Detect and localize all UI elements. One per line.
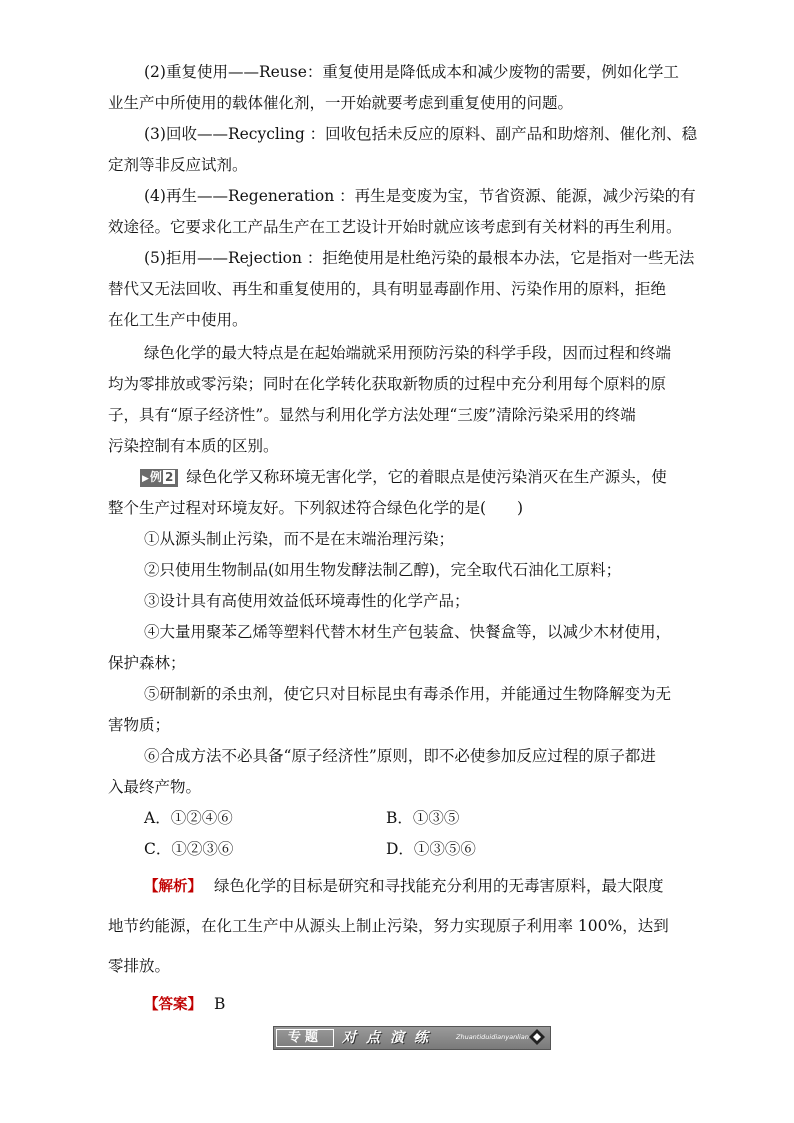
paragraph-summary-line-2: 均为零排放或零污染；同时在化学转化获取新物质的过程中充分利用每个原料的原 bbox=[108, 375, 667, 393]
example-item-1: ①从源头制止污染，而不是在末端治理污染； bbox=[144, 530, 455, 548]
example-stem-text-1: 绿色化学又称环境无害化学，它的着眼点是使污染消灭在生产源头，使 bbox=[186, 468, 667, 486]
diamond-arrow-icon bbox=[528, 1028, 546, 1046]
answer-line bbox=[144, 994, 686, 1015]
analysis-label: 【解析】 bbox=[144, 879, 202, 895]
example-badge-number: 2 bbox=[164, 470, 174, 484]
paragraph-summary-line-3: 子，具有“原子经济性”。显然与利用化学方法处理“三废”清除污染采用的终端 bbox=[108, 406, 636, 424]
example-item-5-line-2: 害物质； bbox=[108, 716, 171, 734]
example-item-5-line-1: ⑤研制新的杀虫剂，使它只对目标昆虫有毒杀作用，并能通过生物降解变为无 bbox=[144, 685, 672, 703]
example-item-6-line-2: 入最终产物。 bbox=[108, 778, 202, 796]
paragraph-recycling-line-1: (3)回收——Recycling ：回收包括未反应的原料、副产品和助熔剂、催化剂、稳 bbox=[144, 125, 698, 143]
analysis-line-2: 地节约能源，在化工生产中从源头上制止污染，努力实现原子利用率 100%，达到 bbox=[108, 917, 669, 935]
example-item-4-line-2: 保护森林； bbox=[108, 654, 186, 672]
paragraph-summary-line-4: 污染控制有本质的区别。 bbox=[108, 437, 279, 455]
paragraph-regeneration-line-2: 效途径。它要求化工产品生产在工艺设计开始时就应该考虑到有关材料的再生利用。 bbox=[108, 218, 682, 236]
paragraph-reuse-line-1: (2)重复使用——Reuse：重复使用是降低成本和减少废物的需要，例如化学工 bbox=[144, 63, 679, 81]
option-b: B．①③⑤ bbox=[386, 809, 460, 827]
paragraph-regeneration-line-1: (4)再生——Regeneration ：再生是变废为宝，节省资源、能源，减少污染的有 bbox=[144, 187, 696, 205]
answer-label: 【答案】 bbox=[144, 997, 202, 1013]
example-stem-line-2: 整个生产过程对环境友好。下列叙述符合绿色化学的是( ) bbox=[108, 499, 524, 517]
answer-value: B bbox=[214, 995, 226, 1013]
paragraph-recycling-line-2: 定剂等非反应试剂。 bbox=[108, 156, 248, 174]
banner-box-label: 专题 bbox=[276, 1029, 334, 1047]
banner-title: 对点演练 bbox=[342, 1030, 438, 1046]
analysis-text-1: 绿色化学的目标是研究和寻找能充分利用的无毒害原料，最大限度 bbox=[214, 877, 664, 895]
example-stem-line-1 bbox=[140, 467, 682, 487]
paragraph-rejection-line-3: 在化工生产中使用。 bbox=[108, 311, 248, 329]
example-item-4-line-1: ④大量用聚苯乙烯等塑料代替木材生产包装盒、快餐盒等，以减少木材使用， bbox=[144, 623, 672, 641]
example-badge-label: 例 bbox=[149, 470, 162, 484]
paragraph-reuse-line-2: 业生产中所使用的载体催化剂，一开始就要考虑到重复使用的问题。 bbox=[108, 94, 574, 112]
analysis-line-1 bbox=[144, 876, 686, 897]
paragraph-rejection-line-1: (5)拒用——Rejection ：拒绝使用是杜绝污染的最根本办法，它是指对一些无法 bbox=[144, 249, 695, 267]
example-item-2: ②只使用生物制品(如用生物发酵法制乙醇)，完全取代石油化工原料； bbox=[144, 561, 622, 579]
option-a: A．①②④⑥ bbox=[144, 809, 233, 827]
example-item-6-line-1: ⑥合成方法不必具备“原子经济性”原则，即不必使参加反应过程的原子都进 bbox=[144, 747, 656, 765]
analysis-line-3: 零排放。 bbox=[108, 957, 171, 975]
section-banner bbox=[273, 1026, 551, 1050]
example-item-3: ③设计具有高使用效益低环境毒性的化学产品； bbox=[144, 592, 470, 610]
paragraph-summary-line-1: 绿色化学的最大特点是在起始端就采用预防污染的科学手段，因而过程和终端 bbox=[144, 344, 672, 362]
triangle-marker-icon: ▶ bbox=[142, 474, 149, 484]
example-badge bbox=[140, 469, 178, 487]
option-d: D．①③⑤⑥ bbox=[386, 840, 476, 858]
option-c: C．①②③⑥ bbox=[144, 840, 234, 858]
paragraph-rejection-line-2: 替代又无法回收、再生和重复使用的，具有明显毒副作用、污染作用的原料，拒绝 bbox=[108, 280, 667, 298]
banner-pinyin: Zhuantiduidianyanlian bbox=[456, 1033, 529, 1041]
